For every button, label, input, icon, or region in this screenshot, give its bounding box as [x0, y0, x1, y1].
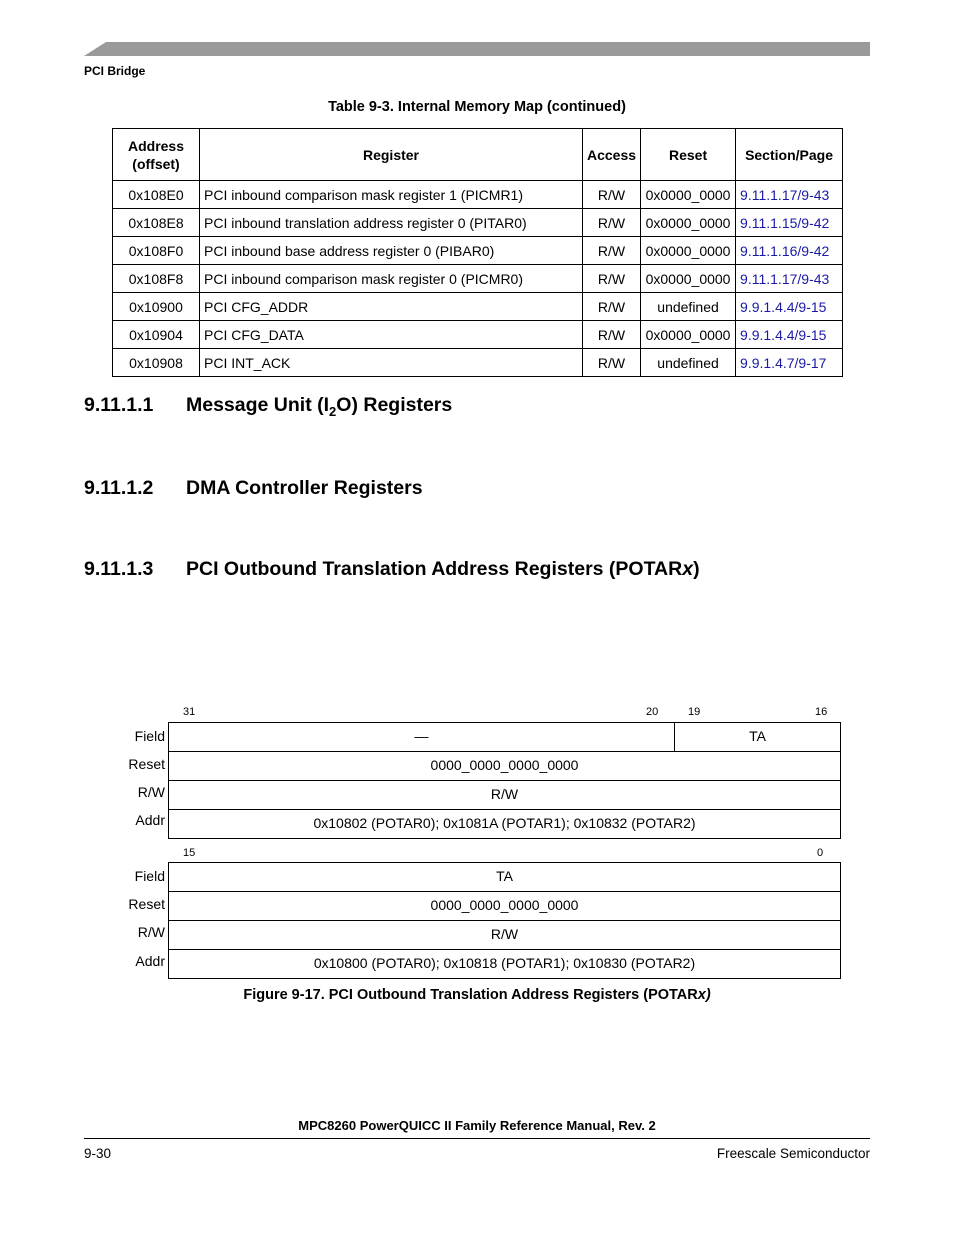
- cell-register: PCI inbound comparison mask register 0 (PICMR0): [200, 265, 583, 293]
- section-heading-dma: [84, 477, 423, 500]
- cell-reset: 0x0000_0000: [641, 237, 736, 265]
- addr-value: 0x10800 (POTAR0); 0x10818 (POTAR1); 0x10830 (POTAR2): [313, 955, 696, 971]
- header-address: Address (offset): [113, 129, 200, 181]
- field-row: [169, 863, 840, 892]
- row-label-reset: Reset: [128, 896, 165, 912]
- cell-access: R/W: [583, 349, 641, 377]
- section-number: 9.11.1.1: [84, 394, 154, 416]
- addr-row: [169, 950, 840, 978]
- section-title: PCI Outbound Translation Address Registers (POTARx): [186, 558, 700, 580]
- cell-address: 0x108E0: [113, 181, 200, 209]
- footer-divider: [84, 1138, 870, 1139]
- header-section: Section/Page: [736, 129, 843, 181]
- section-link[interactable]: 9.11.1.17/9-43: [736, 265, 843, 293]
- cell-access: R/W: [583, 237, 641, 265]
- field-ta: TA: [496, 868, 513, 884]
- cell-register: PCI inbound translation address register 0 (PITAR0): [200, 209, 583, 237]
- register-lower-half: [168, 862, 841, 979]
- reset-value: 0000_0000_0000_0000: [430, 897, 579, 913]
- cell-address: 0x10900: [113, 293, 200, 321]
- cell-address: 0x108E8: [113, 209, 200, 237]
- rw-value: R/W: [490, 926, 519, 942]
- cell-access: R/W: [583, 181, 641, 209]
- section-number: 9.11.1.2: [84, 477, 154, 499]
- cell-reset: undefined: [641, 349, 736, 377]
- row-label-rw: R/W: [137, 784, 165, 800]
- section-link[interactable]: 9.11.1.15/9-42: [736, 209, 843, 237]
- header-reset: Reset: [641, 129, 736, 181]
- table-row: [113, 181, 843, 209]
- section-link[interactable]: 9.9.1.4.4/9-15: [736, 293, 843, 321]
- cell-address: 0x10904: [113, 321, 200, 349]
- section-title: Message Unit $(I_2O)$ Registers: [186, 394, 453, 419]
- table-row: [113, 209, 843, 237]
- addr-row: [169, 810, 840, 838]
- rw-row: [169, 921, 840, 950]
- table-title: Table 9-3. Internal Memory Map (continued): [328, 99, 626, 115]
- figure-caption: Figure 9-17. PCI Outbound Translation Address Registers (POTARx): [243, 987, 711, 1003]
- section-link[interactable]: 9.11.1.17/9-43: [736, 181, 843, 209]
- row-label-addr: Addr: [135, 812, 165, 828]
- reset-row: [169, 752, 840, 781]
- section-link[interactable]: 9.11.1.16/9-42: [736, 237, 843, 265]
- table-row: [113, 265, 843, 293]
- row-label-addr: Addr: [135, 953, 165, 969]
- cell-register: PCI CFG_DATA: [200, 321, 583, 349]
- field-reserved: —: [169, 723, 675, 751]
- register-upper-half: [168, 722, 841, 839]
- table-header-row: [113, 129, 843, 181]
- cell-access: R/W: [583, 321, 641, 349]
- section-heading-potar: [84, 558, 700, 581]
- rw-row: [169, 781, 840, 810]
- reset-value: 0000_0000_0000_0000: [430, 757, 579, 773]
- bit-number-16: 16: [815, 706, 828, 718]
- section-link[interactable]: 9.9.1.4.4/9-15: [736, 321, 843, 349]
- bit-number-31: 31: [183, 706, 196, 718]
- cell-address: 0x108F8: [113, 265, 200, 293]
- cell-reset: 0x0000_0000: [641, 265, 736, 293]
- page-number: 9-30: [84, 1146, 112, 1161]
- cell-reset: 0x0000_0000: [641, 181, 736, 209]
- row-label-field: Field: [134, 868, 165, 884]
- bit-number-20: 20: [646, 706, 659, 718]
- addr-value: 0x10802 (POTAR0); 0x1081A (POTAR1); 0x10832 (POTAR2): [313, 815, 696, 831]
- footer-company: Freescale Semiconductor: [716, 1146, 870, 1161]
- field-row: [169, 723, 840, 752]
- footer-manual-title: MPC8260 PowerQUICC II Family Reference Manual, Rev. 2: [298, 1118, 656, 1133]
- cell-access: R/W: [583, 265, 641, 293]
- header-access: Access: [583, 129, 641, 181]
- bit-number-19: 19: [688, 706, 701, 718]
- cell-reset: undefined: [641, 293, 736, 321]
- cell-register: PCI CFG_ADDR: [200, 293, 583, 321]
- cell-access: R/W: [583, 209, 641, 237]
- field-ta: TA: [749, 728, 766, 744]
- cell-address: 0x10908: [113, 349, 200, 377]
- table-row: [113, 321, 843, 349]
- row-label-rw: R/W: [137, 924, 165, 940]
- cell-register: PCI inbound comparison mask register 1 (PICMR1): [200, 181, 583, 209]
- bit-number-15: 15: [183, 847, 196, 859]
- cell-reset: 0x0000_0000: [641, 209, 736, 237]
- running-head: PCI Bridge: [84, 64, 146, 78]
- section-link[interactable]: 9.9.1.4.7/9-17: [736, 349, 843, 377]
- reset-row: [169, 892, 840, 921]
- rw-value: R/W: [490, 786, 519, 802]
- table-row: [113, 349, 843, 377]
- memory-map-table: [112, 128, 843, 377]
- cell-access: R/W: [583, 293, 641, 321]
- section-heading-message-unit: [84, 394, 452, 419]
- section-number: 9.11.1.3: [84, 558, 154, 580]
- row-label-reset: Reset: [128, 756, 165, 772]
- table-row: [113, 237, 843, 265]
- header-register: Register: [200, 129, 583, 181]
- table-row: [113, 293, 843, 321]
- section-title: DMA Controller Registers: [186, 477, 423, 499]
- cell-reset: 0x0000_0000: [641, 321, 736, 349]
- cell-register: PCI INT_ACK: [200, 349, 583, 377]
- cell-register: PCI inbound base address register 0 (PIBAR0): [200, 237, 583, 265]
- cell-address: 0x108F0: [113, 237, 200, 265]
- bit-number-0: 0: [817, 847, 824, 859]
- row-label-field: Field: [134, 728, 165, 744]
- header-banner: [84, 42, 870, 56]
